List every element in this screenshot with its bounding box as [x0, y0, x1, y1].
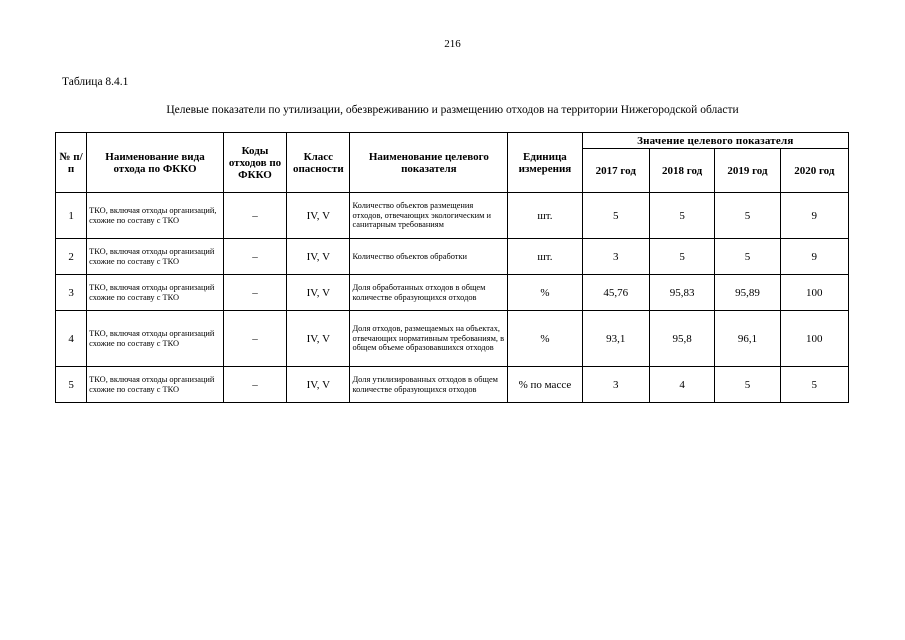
cell-unit: шт.	[508, 239, 582, 275]
cell-waste: ТКО, включая отходы организаций схожие по составу с ТКО	[87, 239, 224, 275]
table-title: Целевые показатели по утилизации, обезвреживанию и размещению отходов на территории Нижегородской области	[166, 104, 739, 116]
table-row	[56, 367, 849, 403]
cell-code: –	[223, 275, 286, 311]
cell-indicator: Доля отходов, размещаемых на объектах, отвечающих нормативным требованиям, в общем объеме образовавшихся отходов	[350, 311, 508, 367]
cell-waste: ТКО, включая отходы организаций, схожие по составу с ТКО	[87, 193, 224, 239]
header-year-2018: 2018 год	[649, 149, 714, 193]
table-caption: Таблица 8.4.1	[62, 76, 129, 88]
header-unit: Единица измерения	[508, 133, 582, 193]
cell-value-2018: 95,83	[649, 275, 714, 311]
cell-value-2017: 93,1	[582, 311, 649, 367]
page-number: 216	[444, 38, 461, 50]
header-codes: Коды отходов по ФККО	[223, 133, 286, 193]
header-year-2020: 2020 год	[780, 149, 848, 193]
cell-value-2020: 9	[780, 239, 848, 275]
targets-table	[55, 132, 849, 403]
cell-code: –	[223, 311, 286, 367]
cell-num: 4	[56, 311, 87, 367]
cell-value-2019: 5	[715, 193, 780, 239]
cell-indicator: Количество объектов размещения отходов, отвечающих экологическим и санитарным требованиям	[350, 193, 508, 239]
cell-hazard: IV, V	[287, 239, 350, 275]
cell-unit: % по массе	[508, 367, 582, 403]
cell-hazard: IV, V	[287, 367, 350, 403]
cell-value-2019: 5	[715, 367, 780, 403]
cell-hazard: IV, V	[287, 193, 350, 239]
cell-value-2018: 95,8	[649, 311, 714, 367]
cell-indicator: Количество объектов обработки	[350, 239, 508, 275]
cell-waste: ТКО, включая отходы организаций схожие по составу с ТКО	[87, 275, 224, 311]
header-year-2019: 2019 год	[715, 149, 780, 193]
table-row	[56, 275, 849, 311]
header-hazard-class: Класс опасности	[287, 133, 350, 193]
header-target-group: Значение целевого показателя	[582, 133, 848, 149]
cell-num: 3	[56, 275, 87, 311]
cell-value-2020: 100	[780, 311, 848, 367]
cell-num: 1	[56, 193, 87, 239]
cell-value-2019: 96,1	[715, 311, 780, 367]
cell-waste: ТКО, включая отходы организаций схожие по составу с ТКО	[87, 367, 224, 403]
cell-value-2020: 100	[780, 275, 848, 311]
cell-value-2017: 3	[582, 239, 649, 275]
cell-value-2020: 5	[780, 367, 848, 403]
cell-num: 2	[56, 239, 87, 275]
cell-code: –	[223, 367, 286, 403]
cell-hazard: IV, V	[287, 275, 350, 311]
cell-code: –	[223, 193, 286, 239]
cell-unit: шт.	[508, 193, 582, 239]
cell-value-2017: 45,76	[582, 275, 649, 311]
cell-value-2018: 5	[649, 239, 714, 275]
cell-waste: ТКО, включая отходы организаций схожие по составу с ТКО	[87, 311, 224, 367]
cell-hazard: IV, V	[287, 311, 350, 367]
cell-unit: %	[508, 275, 582, 311]
cell-unit: %	[508, 311, 582, 367]
cell-value-2017: 3	[582, 367, 649, 403]
table-row	[56, 311, 849, 367]
header-waste-name: Наименование вида отхода по ФККО	[87, 133, 224, 193]
table-row	[56, 193, 849, 239]
cell-value-2019: 5	[715, 239, 780, 275]
cell-value-2018: 5	[649, 193, 714, 239]
cell-value-2019: 95,89	[715, 275, 780, 311]
cell-indicator: Доля утилизированных отходов в общем количестве образующихся отходов	[350, 367, 508, 403]
cell-value-2018: 4	[649, 367, 714, 403]
table-row	[56, 239, 849, 275]
header-year-2017: 2017 год	[582, 149, 649, 193]
cell-code: –	[223, 239, 286, 275]
cell-indicator: Доля обработанных отходов в общем количестве образующихся отходов	[350, 275, 508, 311]
cell-value-2020: 9	[780, 193, 848, 239]
cell-num: 5	[56, 367, 87, 403]
header-num: № п/п	[56, 133, 87, 193]
cell-value-2017: 5	[582, 193, 649, 239]
header-indicator: Наименование целевого показателя	[350, 133, 508, 193]
